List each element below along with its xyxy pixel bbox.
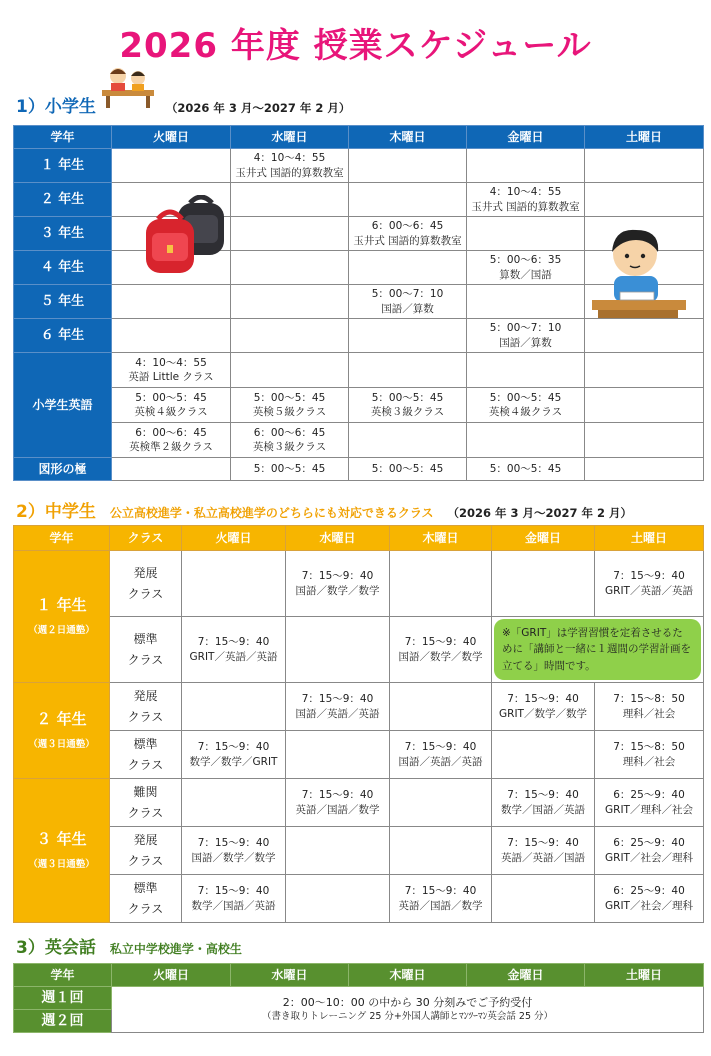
class-time: 5：00～5：45	[489, 391, 562, 404]
class-subject: 英検３級クラス	[370, 406, 445, 418]
cell	[390, 779, 492, 827]
cell	[286, 779, 390, 827]
cell	[112, 319, 231, 353]
header-wed: 水曜日	[231, 126, 349, 149]
cell	[349, 183, 467, 217]
table-row	[14, 683, 704, 731]
cell	[112, 353, 231, 388]
table-row	[14, 149, 704, 183]
table-header-row	[14, 964, 704, 987]
cell	[595, 875, 704, 923]
class-time: 4：10～4：55	[135, 356, 207, 369]
cell	[231, 319, 349, 353]
section-3-subtitle: 私立中学校進学・高校生	[109, 942, 242, 956]
cell	[182, 551, 286, 617]
header-fri: 金曜日	[467, 964, 585, 987]
cell	[231, 183, 349, 217]
class-subject: 国語／英語／英語	[295, 707, 380, 720]
grade-label	[14, 779, 110, 923]
table-row	[14, 423, 704, 458]
cell	[390, 827, 492, 875]
cell	[112, 458, 231, 481]
cell	[349, 149, 467, 183]
class-subject: 英検５級クラス	[252, 406, 327, 418]
cell	[231, 353, 349, 388]
class-label	[110, 731, 182, 779]
class-time: 4：10～4：55	[253, 152, 326, 165]
cell	[585, 353, 704, 388]
cell	[467, 217, 585, 251]
section-1-heading	[16, 92, 350, 117]
class-time: 6：00～6：45	[135, 426, 207, 439]
class-suffix: クラス	[127, 586, 164, 601]
grade-name: ３ 年生	[36, 829, 87, 848]
cell	[467, 319, 585, 353]
cell	[231, 423, 349, 458]
grade-label	[14, 683, 110, 779]
cell	[467, 388, 585, 423]
class-subject: 算数／国語	[499, 268, 552, 281]
class-suffix: クラス	[127, 652, 164, 667]
section-1-period: （2026 年 3 月～2027 年 2 月）	[165, 101, 351, 115]
table-row	[14, 458, 704, 481]
class-subject: 理科／社会	[622, 707, 676, 720]
class-time: 7：15～9：40	[197, 885, 270, 898]
cell	[231, 388, 349, 423]
cell	[286, 617, 390, 683]
header-sat: 土曜日	[585, 126, 704, 149]
class-subject: 英語／国語／数学	[398, 899, 483, 912]
cell	[595, 731, 704, 779]
grade-label: ３ 年生	[14, 217, 112, 251]
class-label	[110, 683, 182, 731]
class-name: 標準	[133, 881, 158, 896]
cell	[467, 251, 585, 285]
class-time: 6：25～9：40	[613, 789, 685, 802]
cell	[349, 217, 467, 251]
cell	[182, 731, 286, 779]
cell	[182, 827, 286, 875]
class-name: 発展	[133, 833, 158, 848]
class-time: 4：10～4：55	[489, 186, 562, 199]
table-header-row	[14, 526, 704, 551]
class-time: 7：15～9：40	[507, 837, 579, 850]
header-fri: 金曜日	[467, 126, 585, 149]
cell	[467, 285, 585, 319]
class-subject: 国語／数学／数学	[191, 851, 276, 864]
cell	[595, 683, 704, 731]
cell	[492, 731, 595, 779]
grit-note-cell	[492, 617, 704, 683]
class-name: 難関	[133, 785, 158, 800]
class-time: 7：15～9：40	[301, 789, 374, 802]
header-tue: 火曜日	[182, 526, 286, 551]
header-grade: 学年	[14, 126, 112, 149]
cell	[390, 551, 492, 617]
cell	[286, 551, 390, 617]
section-2-subtitle: 公立高校進学・私立高校進学のどちらにも対応できるクラス	[109, 506, 434, 520]
cell	[390, 617, 492, 683]
reservation-details: （書き取りトレーニング 25 分+外国人講師とﾏﾝﾂｰﾏﾝ英会話 25 分）	[261, 1010, 554, 1022]
reservation-hours: 2：00～10：00 の中から 30 分刻みでご予約受付	[282, 995, 533, 1009]
class-label	[110, 779, 182, 827]
cell	[182, 875, 286, 923]
cell	[585, 183, 704, 217]
cell	[112, 285, 231, 319]
section-3-title: 3）英会話	[16, 938, 96, 958]
cell	[492, 875, 595, 923]
class-time: 7：15～9：40	[197, 636, 270, 649]
cell	[286, 731, 390, 779]
cell	[585, 388, 704, 423]
class-name: 標準	[133, 632, 158, 647]
section-3-heading	[16, 933, 242, 958]
class-subject: 英語／英語／国語	[501, 851, 585, 864]
class-suffix: クラス	[127, 853, 164, 868]
header-tue: 火曜日	[112, 964, 231, 987]
class-time: 7：15～8：50	[613, 741, 685, 754]
table-row	[14, 827, 704, 875]
cell	[286, 683, 390, 731]
grade-label: ４ 年生	[14, 251, 112, 285]
cell: 5：00～5：45	[231, 458, 349, 481]
class-subject: 英検４級クラス	[488, 406, 563, 418]
class-time: 6：00～6：45	[371, 220, 444, 233]
header-grade: 学年	[14, 526, 110, 551]
class-subject: 英検３級クラス	[252, 441, 327, 453]
class-label	[110, 875, 182, 923]
class-suffix: クラス	[127, 805, 164, 820]
class-time: 7：15～9：40	[507, 693, 579, 706]
table-header-row	[14, 126, 704, 149]
header-class: クラス	[110, 526, 182, 551]
grade-label	[14, 551, 110, 683]
cell	[349, 319, 467, 353]
class-time: 5：00～5：45	[135, 391, 207, 404]
grade-note: （週３日通塾）	[28, 859, 95, 871]
cell	[182, 617, 286, 683]
class-time: 6：25～9：40	[613, 885, 685, 898]
cell	[112, 423, 231, 458]
cell	[112, 149, 231, 183]
grade-label: １ 年生	[14, 149, 112, 183]
class-time: 5：00～5：45	[253, 391, 326, 404]
class-suffix: クラス	[127, 709, 164, 724]
header-thu: 木曜日	[349, 964, 467, 987]
class-time: 7：15～9：40	[404, 885, 477, 898]
table-row	[14, 551, 704, 617]
class-subject: GRIT／英語／英語	[605, 584, 693, 597]
cell	[390, 731, 492, 779]
cell	[182, 683, 286, 731]
grit-note: ※「GRIT」は学習習慣を定着させるために「講師と一緒に１週間の学習計画を立てる」時間です。	[494, 619, 701, 680]
class-label	[110, 827, 182, 875]
cell	[467, 353, 585, 388]
cell	[467, 149, 585, 183]
english-conversation-table	[13, 963, 704, 1033]
cell	[390, 875, 492, 923]
class-subject: GRIT／数学／数学	[499, 707, 587, 720]
class-subject: 英語 Little クラス	[128, 371, 214, 383]
page-title: 2026 年度 授業スケジュール	[119, 26, 592, 66]
class-time: 7：15～9：40	[301, 693, 374, 706]
table-row	[14, 388, 704, 423]
section-2-title: 2）中学生	[16, 502, 96, 522]
cell: 5：00～5：45	[349, 458, 467, 481]
class-suffix: クラス	[127, 901, 164, 916]
header-sat: 土曜日	[595, 526, 704, 551]
class-subject: GRIT／理科／社会	[605, 803, 693, 816]
class-time: 7：15～9：40	[507, 789, 579, 802]
junior-high-schedule-table	[13, 525, 704, 923]
class-label	[110, 551, 182, 617]
header-thu: 木曜日	[349, 126, 467, 149]
school-backpack-illustration	[140, 195, 232, 277]
week-twice-label: 週２回	[14, 1010, 112, 1033]
grade-note: （週２日通塾）	[28, 625, 95, 637]
grade-name: １ 年生	[36, 595, 87, 614]
table-row	[14, 731, 704, 779]
table-row	[14, 183, 704, 217]
class-subject: GRIT／英語／英語	[189, 650, 278, 663]
cell	[182, 779, 286, 827]
class-time: 5：00～7：10	[489, 322, 562, 335]
cell	[467, 183, 585, 217]
header-sat: 土曜日	[585, 964, 704, 987]
class-subject: GRIT／社会／理科	[605, 851, 693, 864]
class-subject: 国語／数学／数学	[295, 584, 380, 597]
section-2-heading	[16, 497, 632, 522]
cell	[349, 388, 467, 423]
cell	[112, 388, 231, 423]
class-subject: 数学／国語／英語	[191, 899, 276, 912]
class-subject: 数学／国語／英語	[501, 803, 585, 816]
cell	[585, 149, 704, 183]
cell	[492, 683, 595, 731]
class-time: 7：15～9：40	[613, 570, 685, 583]
cell	[349, 423, 467, 458]
class-subject: 英語／国語／数学	[295, 803, 380, 816]
class-subject: 玉井式 国語的算数教室	[235, 166, 344, 179]
class-subject: 理科／社会	[622, 755, 676, 768]
class-name: 発展	[133, 566, 158, 581]
cell: 5：00～5：45	[467, 458, 585, 481]
section-1-title: 1）小学生	[16, 97, 96, 117]
grade-label: ６ 年生	[14, 319, 112, 353]
grade-label: ５ 年生	[14, 285, 112, 319]
table-row	[14, 353, 704, 388]
grade-name: ２ 年生	[36, 709, 87, 728]
cell	[231, 149, 349, 183]
class-time: 5：00～5：45	[371, 391, 444, 404]
class-subject: 英検準２級クラス	[129, 441, 213, 453]
class-time: 7：15～9：40	[197, 741, 270, 754]
cell	[467, 423, 585, 458]
section-2-period: （2026 年 3 月～2027 年 2 月）	[447, 506, 633, 520]
cell	[390, 683, 492, 731]
class-time: 7：15～9：40	[301, 570, 374, 583]
class-suffix: クラス	[127, 757, 164, 772]
class-subject: 国語／数学／数学	[398, 650, 483, 663]
header-wed: 水曜日	[231, 964, 349, 987]
cell	[349, 353, 467, 388]
table-row	[14, 617, 704, 683]
cell	[595, 827, 704, 875]
cell	[585, 423, 704, 458]
class-time: 5：00～7：10	[371, 288, 444, 301]
cell	[286, 875, 390, 923]
class-name: 発展	[133, 689, 158, 704]
class-subject: 国語／算数	[381, 302, 434, 315]
class-subject: 玉井式 国語的算数教室	[471, 200, 580, 213]
header-fri: 金曜日	[492, 526, 595, 551]
class-subject: 国語／算数	[499, 336, 552, 349]
cell	[492, 827, 595, 875]
class-label	[110, 617, 182, 683]
students-at-desk-illustration	[100, 62, 156, 108]
class-time: 7：15～8：50	[613, 693, 685, 706]
table-row	[14, 987, 704, 1010]
class-subject: GRIT／社会／理科	[605, 899, 693, 912]
cell	[595, 551, 704, 617]
header-wed: 水曜日	[286, 526, 390, 551]
class-time: 7：15～9：40	[404, 741, 477, 754]
cell	[492, 779, 595, 827]
class-name: 標準	[133, 737, 158, 752]
reservation-info	[112, 987, 704, 1033]
header-thu: 木曜日	[390, 526, 492, 551]
class-time: 7：15～9：40	[404, 636, 477, 649]
english-label: 小学生英語	[14, 353, 112, 458]
header-grade: 学年	[14, 964, 112, 987]
grade-label: ２ 年生	[14, 183, 112, 217]
class-subject: 玉井式 国語的算数教室	[353, 234, 462, 247]
cell	[231, 217, 349, 251]
boy-studying-illustration	[590, 222, 688, 334]
cell	[595, 779, 704, 827]
class-subject: 数学／数学／GRIT	[189, 755, 278, 768]
week-once-label: 週１回	[14, 987, 112, 1010]
class-subject: 国語／英語／英語	[398, 755, 483, 768]
header-tue: 火曜日	[112, 126, 231, 149]
table-row	[14, 875, 704, 923]
class-time: 6：00～6：45	[253, 426, 326, 439]
cell	[286, 827, 390, 875]
zukei-label: 図形の極	[14, 458, 112, 481]
cell	[349, 285, 467, 319]
class-subject: 英検４級クラス	[134, 406, 208, 418]
class-time: 6：25～9：40	[613, 837, 685, 850]
cell	[492, 551, 595, 617]
cell	[585, 458, 704, 481]
class-time: 7：15～9：40	[197, 837, 270, 850]
grade-note: （週３日通塾）	[28, 739, 95, 751]
cell	[349, 251, 467, 285]
cell	[231, 251, 349, 285]
class-time: 5：00～6：35	[489, 254, 562, 267]
cell	[231, 285, 349, 319]
table-row	[14, 779, 704, 827]
